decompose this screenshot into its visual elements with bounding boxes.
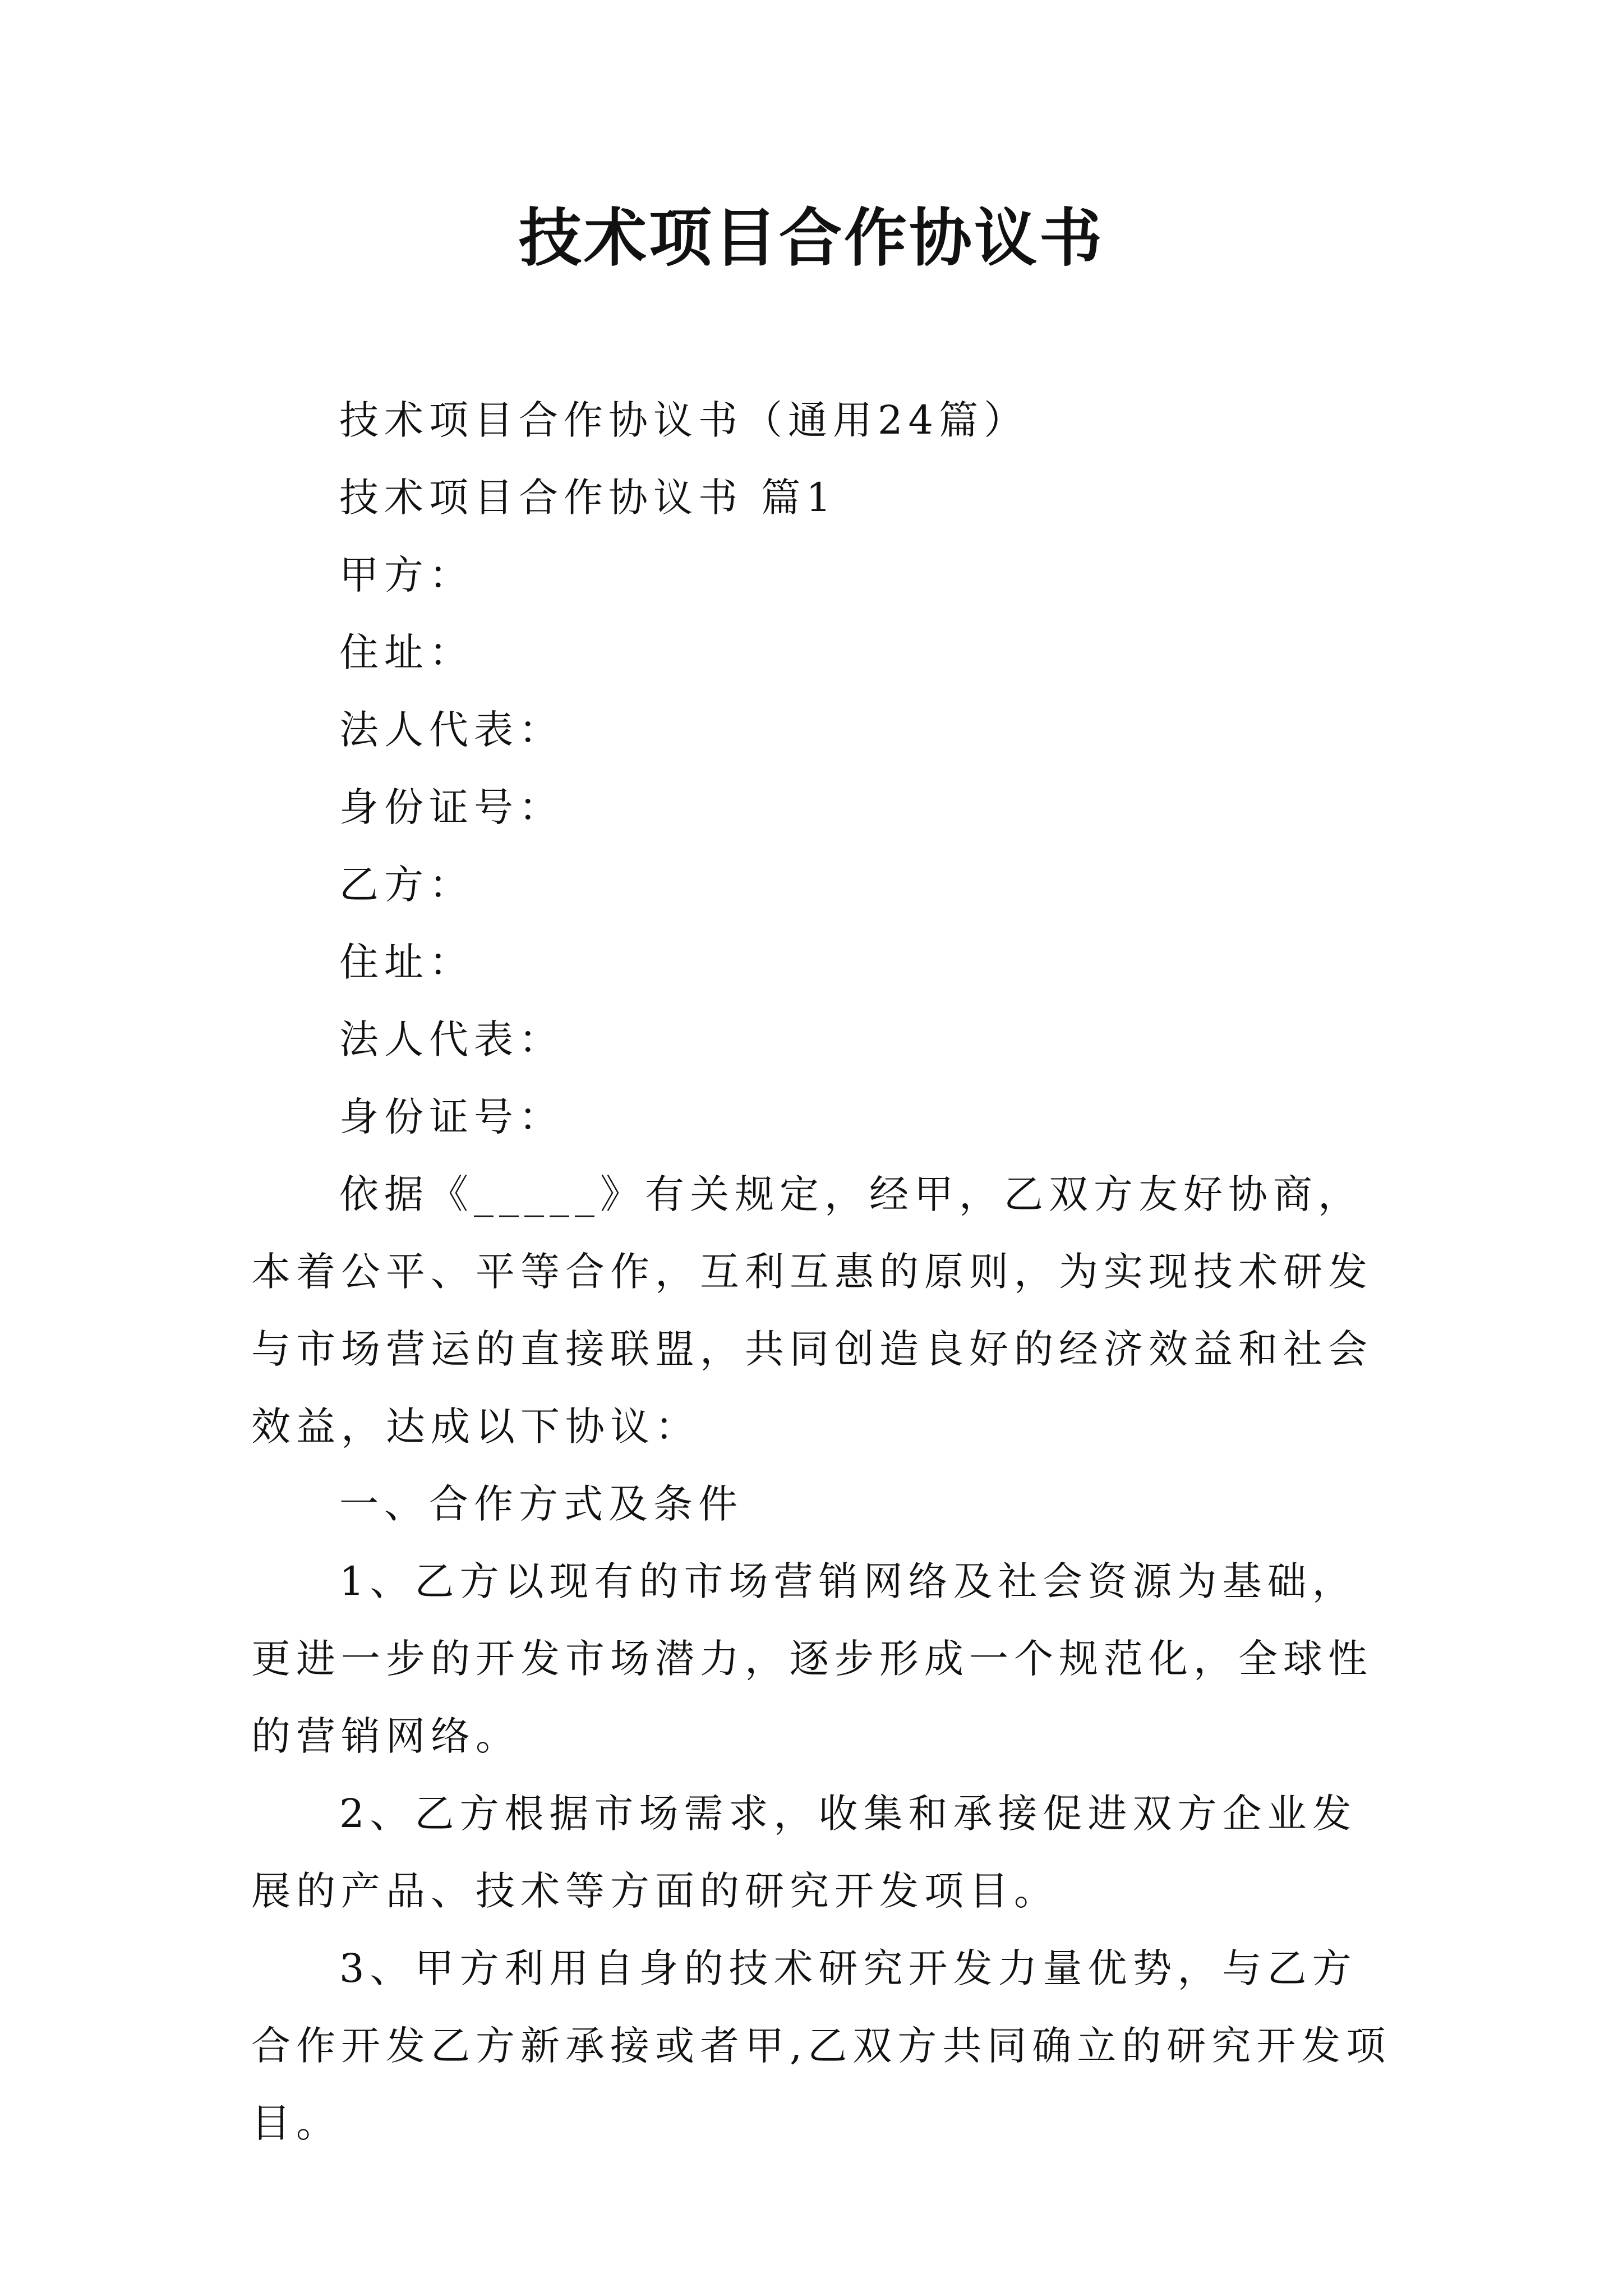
party-b-label: 乙方： (339, 862, 474, 908)
party-b-address: 住址： (339, 939, 474, 985)
clause-paragraph: 2、乙方根据市场需求，收集和承接促进双方企业发展的产品、技术等方面的研究开发项目。 (251, 1791, 1357, 1914)
party-b-legal-rep: 法人代表： (339, 1016, 564, 1062)
party-b-id-number: 身份证号： (339, 1094, 564, 1140)
section-heading: 技术项目合作协议书 篇1 (339, 475, 837, 521)
document-body (251, 381, 1401, 2162)
clause-paragraph: 3、甲方利用自身的技术研究开发力量优势，与乙方合作开发乙方新承接或者甲,乙双方共同确立的研究开发项目。 (251, 1945, 1391, 2146)
party-a-label: 甲方： (339, 552, 474, 598)
preamble-paragraph: 依据《_____》有关规定，经甲，乙双方友好协商，本着公平、平等合作，互利互惠的原则，为实现技术研发与市场营运的直接联盟，共同创造良好的经济效益和社会效益，达成以下协议： (251, 1171, 1373, 1450)
subtitle-line: 技术项目合作协议书（通用24篇） (339, 397, 1029, 443)
clause-paragraph: 1、乙方以现有的市场营销网络及社会资源为基础，更进一步的开发市场潜力，逐步形成一个规范化，全球性的营销网络。 (251, 1558, 1373, 1759)
document-title: 技术项目合作协议书 (519, 202, 1104, 275)
clause-heading: 一、合作方式及条件 (339, 1481, 743, 1527)
party-a-id-number: 身份证号： (339, 784, 564, 830)
party-a-legal-rep: 法人代表： (339, 707, 564, 753)
party-a-address: 住址： (339, 629, 474, 675)
